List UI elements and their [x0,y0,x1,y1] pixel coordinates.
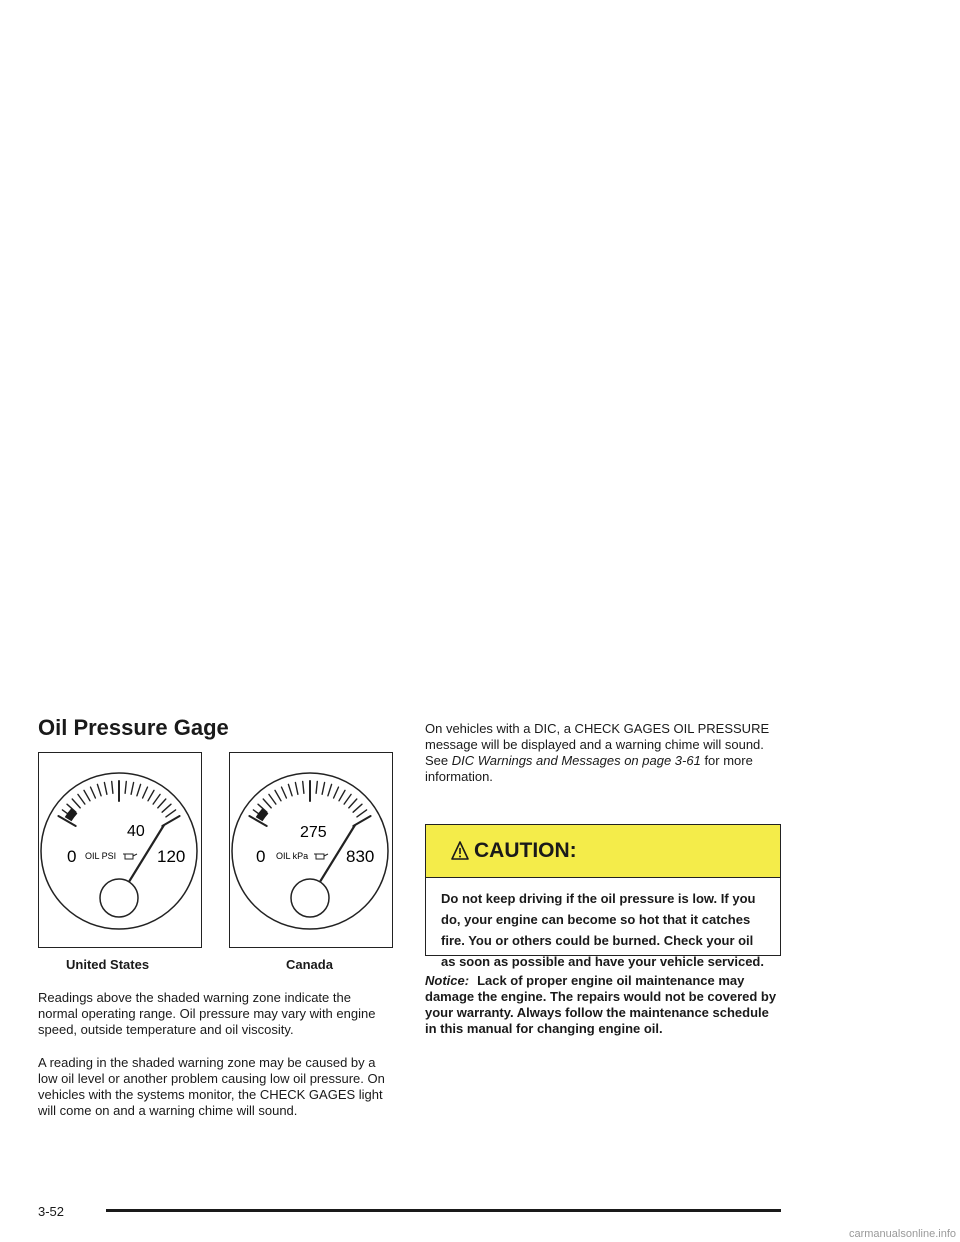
caution-box [425,824,781,969]
gauge-hub [100,879,138,917]
gauge-min-label: 0 [67,847,77,866]
watermark: carmanualsonline.info [848,1228,956,1240]
gauge-unit-label: OIL PSI [85,851,117,861]
body-paragraph-normal-range: Readings above the shaded warning zone indicate the normal operating range. Oil pressure may vary with engine speed, outside temperature and oil viscosity. [38,990,376,1037]
gauge-caption-us: United States [66,957,150,972]
notice-label: Notice: [425,973,470,988]
caution-heading: CAUTION: [474,839,577,862]
warning-triangle-icon [450,840,470,862]
caution-header [426,825,780,878]
oil-gauge-us [38,752,202,948]
page-number: 3-52 [38,1204,65,1219]
notice-paragraph [425,973,781,1037]
oil-gauge-us-dial [39,753,200,946]
gauge-max-label: 120 [157,847,186,866]
dic-warnings-reference-link[interactable]: DIC Warnings and Messages on page 3-61 [451,753,701,768]
gauge-caption-canada: Canada [286,957,333,972]
gauge-mid-label: 40 [127,823,145,840]
oil-gauge-canada [229,752,393,948]
dic-text-before: On vehicles with a DIC, a CHECK GAGES OIL PRESSURE message will be displayed and a warning chime will sound. See [425,721,770,768]
gauge-min-label: 0 [256,847,266,866]
oil-gauge-canada-dial [230,753,391,946]
notice-text: Lack of proper engine oil maintenance may damage the engine. The repairs would not be covered by your warranty. Always follow the maintenance schedule in this manual for changing engine oil. [425,973,777,1036]
dic-text-after: for more information. [425,753,753,784]
footer-rule [106,1209,781,1212]
body-paragraph-dic [425,721,781,785]
caution-text: Do not keep driving if the oil pressure is low. If you do, your engine can become so hot that it catches fire. You or others could be burned. Check your oil as soon as possible and have your vehicle serviced. [441,891,764,969]
gauge-hub [291,879,329,917]
body-paragraph-warning-zone: A reading in the shaded warning zone may be caused by a low oil level or another problem causing low oil pressure. On vehicles with the systems monitor, the CHECK GAGES light will come on and a warning chime will sound. [38,1055,385,1118]
gauge-mid-label: 275 [300,824,327,841]
gauge-unit-label: OIL kPa [276,851,309,861]
gauge-max-label: 830 [346,847,375,866]
page-title: Oil Pressure Gage [38,715,229,740]
